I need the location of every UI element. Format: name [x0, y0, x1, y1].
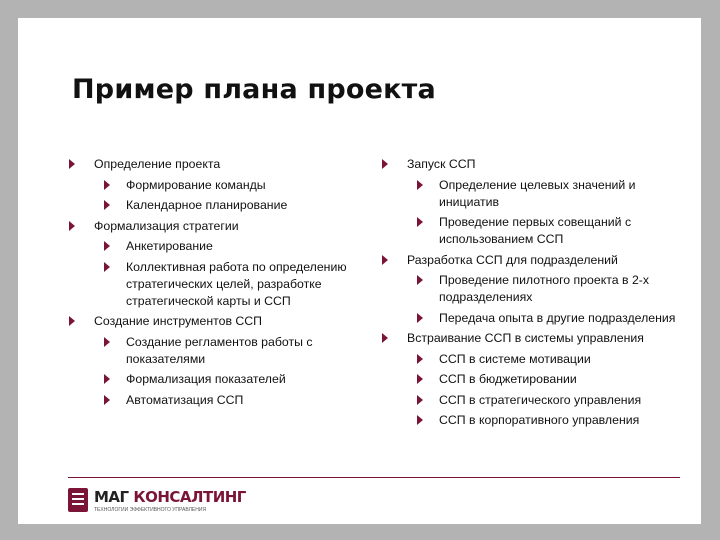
logo-name [94, 488, 246, 506]
triangle-bullet-icon [104, 395, 110, 405]
bullet-text: ССП в бюджетировании [439, 372, 577, 386]
triangle-bullet-icon [104, 200, 110, 210]
bullet-text: Формализация стратегии [94, 218, 239, 233]
triangle-bullet-icon [104, 180, 110, 190]
sub-bullet-item [379, 392, 679, 409]
bullet-text: Передача опыта в другие подразделения [439, 310, 676, 325]
sub-bullet-item [379, 310, 679, 327]
sub-bullet-item [379, 351, 679, 368]
bullet-item [66, 218, 366, 235]
sub-bullet-item [66, 177, 366, 194]
bullet-text: ССП в корпоративного управления [439, 413, 640, 427]
logo-mark-icon [68, 488, 88, 512]
footer-divider [68, 477, 680, 478]
sub-bullet-item [379, 371, 679, 388]
triangle-bullet-icon [69, 221, 75, 231]
triangle-bullet-icon [417, 217, 423, 227]
bullet-text: ССП в стратегического управления [439, 392, 642, 407]
sub-bullet-item [66, 334, 366, 368]
bullet-item [379, 156, 679, 173]
left-bullet-list [66, 156, 366, 412]
bullet-text: Формирование команды [126, 177, 266, 192]
triangle-bullet-icon [417, 374, 423, 384]
sub-bullet-item [66, 392, 366, 409]
sub-bullet-item [66, 197, 366, 214]
triangle-bullet-icon [104, 241, 110, 251]
bullet-text: Создание инструментов ССП [94, 314, 262, 328]
bullet-text: Проведение пилотного проекта в 2-х подразделениях [439, 273, 650, 304]
triangle-bullet-icon [417, 275, 423, 285]
logo-tagline: ТЕХНОЛОГИИ ЭФФЕКТИВНОГО УПРАВЛЕНИЯ [94, 507, 207, 513]
company-logo [68, 486, 268, 516]
triangle-bullet-icon [69, 159, 75, 169]
bullet-text: Создание регламентов работы с показателями [126, 334, 313, 366]
bullet-text: Формализация показателей [126, 372, 286, 386]
bullet-text: Проведение первых совещаний с использованием ССП [439, 215, 632, 246]
bullet-text: Календарное планирование [126, 198, 288, 212]
triangle-bullet-icon [104, 374, 110, 384]
triangle-bullet-icon [417, 354, 423, 364]
bullet-text: Коллективная работа по определению стратегических целей, разработке стратегической карты и ССП [126, 259, 347, 308]
triangle-bullet-icon [382, 333, 388, 343]
sub-bullet-item [379, 177, 679, 211]
sub-bullet-item [379, 272, 679, 306]
triangle-bullet-icon [417, 180, 423, 190]
triangle-bullet-icon [104, 337, 110, 347]
triangle-bullet-icon [104, 262, 110, 272]
bullet-text: Определение целевых значений и инициатив [439, 177, 636, 209]
bullet-text: Разработка ССП для подразделений [407, 252, 618, 267]
triangle-bullet-icon [417, 395, 423, 405]
bullet-text: Запуск ССП [407, 157, 476, 171]
logo-name-part1: МАГ [94, 488, 129, 506]
sub-bullet-item [379, 214, 679, 248]
slide [18, 18, 701, 524]
sub-bullet-item [66, 238, 366, 255]
logo-name-part2: КОНСАЛТИНГ [133, 488, 246, 506]
triangle-bullet-icon [417, 313, 423, 323]
sub-bullet-item [379, 412, 679, 429]
bullet-text: Определение проекта [94, 157, 221, 171]
bullet-item [379, 252, 679, 269]
bullet-text: Встраивание ССП в системы управления [407, 331, 644, 345]
sub-bullet-item [66, 371, 366, 388]
bullet-item [379, 330, 679, 347]
right-bullet-list [379, 156, 679, 433]
bullet-item [66, 156, 366, 173]
triangle-bullet-icon [382, 159, 388, 169]
slide-title: Пример плана проекта [72, 74, 436, 105]
bullet-text: Анкетирование [126, 239, 213, 253]
triangle-bullet-icon [69, 316, 75, 326]
bullet-text: Автоматизация ССП [126, 392, 244, 407]
triangle-bullet-icon [382, 255, 388, 265]
triangle-bullet-icon [417, 415, 423, 425]
sub-bullet-item [66, 259, 366, 310]
bullet-item [66, 313, 366, 330]
bullet-text: ССП в системе мотивации [439, 351, 591, 366]
